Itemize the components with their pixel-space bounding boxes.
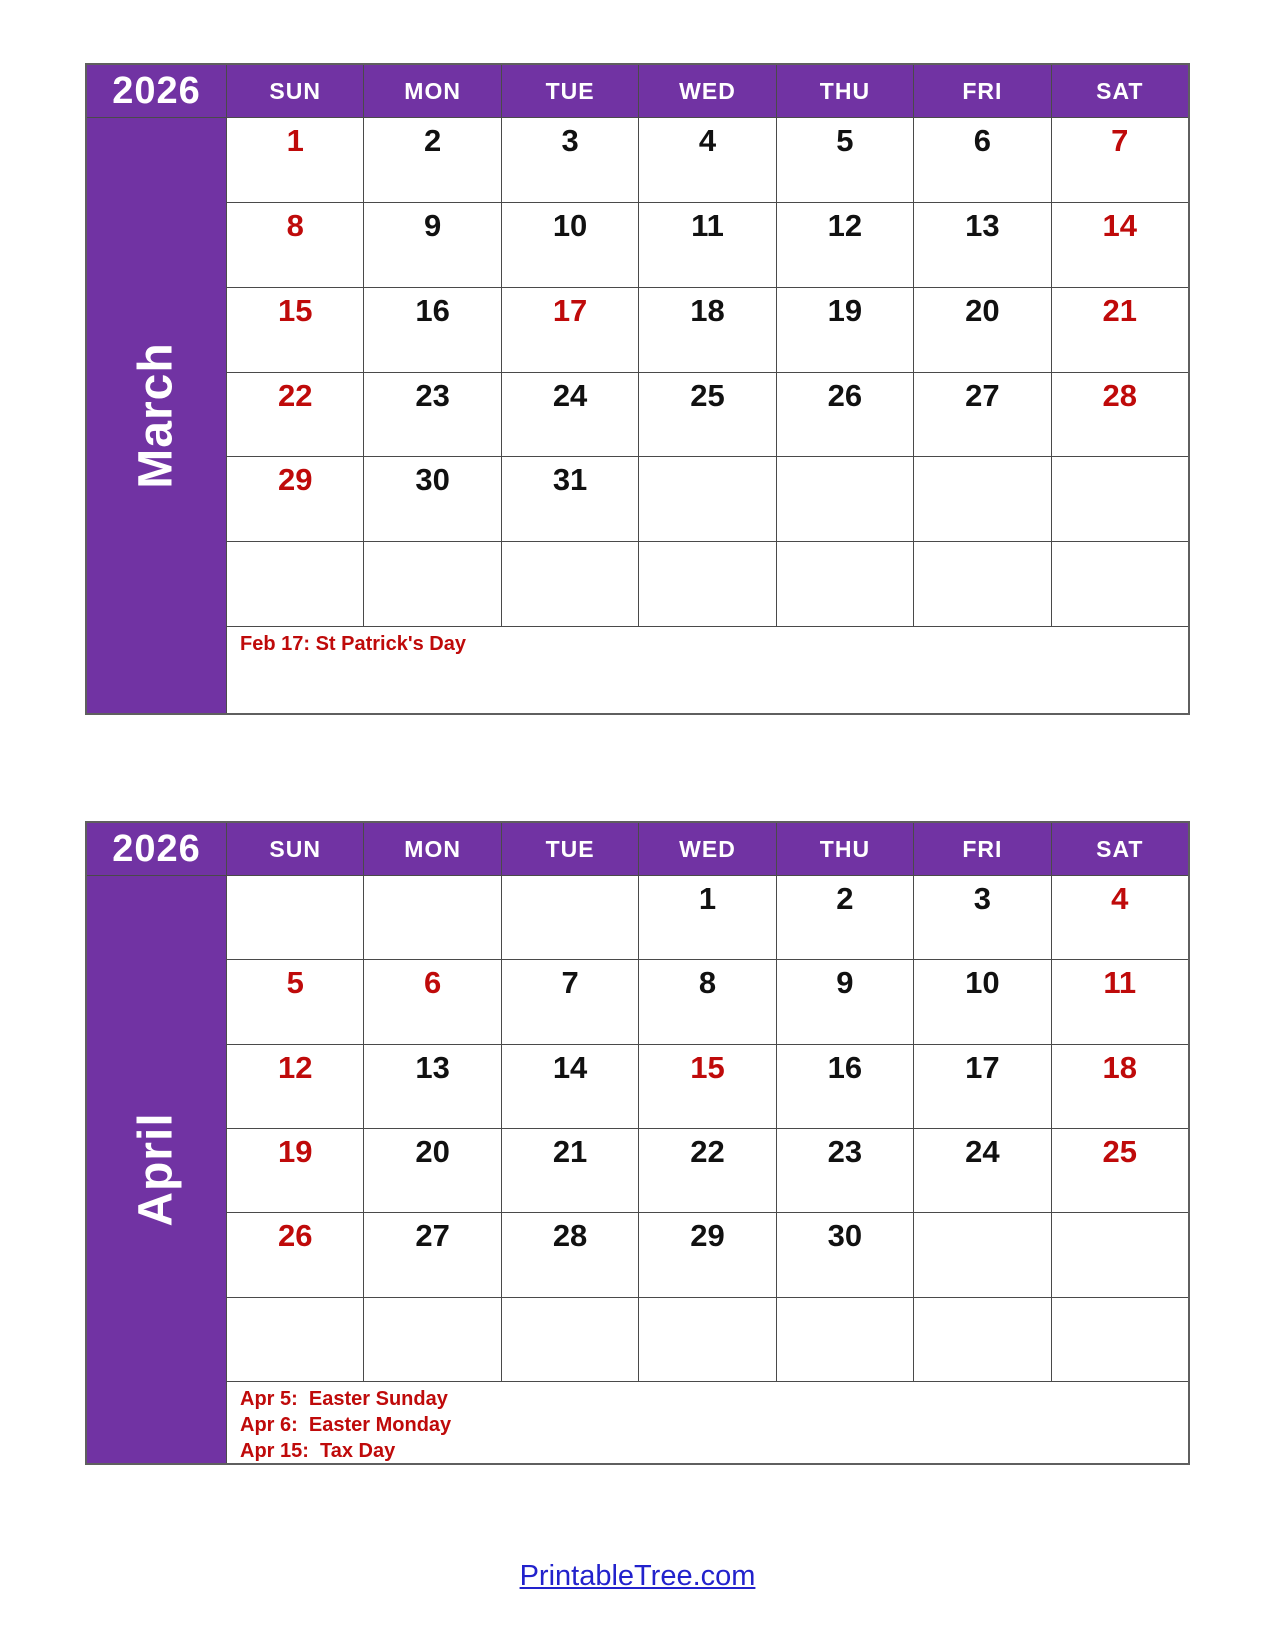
weekday-fri: FRI — [914, 823, 1050, 875]
empty-day-cell — [639, 457, 775, 541]
empty-day-cell — [1052, 1213, 1188, 1296]
day-25: 25 — [1052, 1129, 1188, 1212]
day-8: 8 — [639, 960, 775, 1043]
weekday-tue: TUE — [502, 823, 638, 875]
day-15: 15 — [639, 1045, 775, 1128]
empty-day-cell — [777, 1298, 913, 1381]
day-10: 10 — [914, 960, 1050, 1043]
day-19: 19 — [227, 1129, 363, 1212]
empty-day-cell — [227, 542, 363, 626]
day-1: 1 — [639, 876, 775, 959]
day-16: 16 — [364, 288, 500, 372]
day-2: 2 — [777, 876, 913, 959]
day-12: 12 — [777, 203, 913, 287]
month-label: March — [130, 342, 183, 489]
weekday-sun: SUN — [227, 65, 363, 117]
march-calendar — [85, 63, 1190, 715]
weekday-wed: WED — [639, 823, 775, 875]
empty-day-cell — [777, 457, 913, 541]
empty-day-cell — [227, 876, 363, 959]
day-2: 2 — [364, 118, 500, 202]
weekday-sat: SAT — [1052, 65, 1188, 117]
empty-day-cell — [364, 1298, 500, 1381]
empty-day-cell — [1052, 542, 1188, 626]
day-3: 3 — [502, 118, 638, 202]
weekday-sat: SAT — [1052, 823, 1188, 875]
day-13: 13 — [914, 203, 1050, 287]
day-24: 24 — [502, 373, 638, 457]
holiday-note: Apr 5: Easter Sunday — [240, 1388, 448, 1410]
empty-day-cell — [502, 542, 638, 626]
empty-day-cell — [914, 1298, 1050, 1381]
day-28: 28 — [1052, 373, 1188, 457]
day-30: 30 — [364, 457, 500, 541]
day-7: 7 — [1052, 118, 1188, 202]
day-3: 3 — [914, 876, 1050, 959]
day-23: 23 — [777, 1129, 913, 1212]
day-27: 27 — [914, 373, 1050, 457]
day-21: 21 — [502, 1129, 638, 1212]
printabletree-link[interactable]: PrintableTree.com — [519, 1560, 756, 1592]
empty-day-cell — [227, 1298, 363, 1381]
weekday-tue: TUE — [502, 65, 638, 117]
weekday-thu: THU — [777, 823, 913, 875]
day-26: 26 — [227, 1213, 363, 1296]
day-15: 15 — [227, 288, 363, 372]
empty-day-cell — [639, 542, 775, 626]
day-20: 20 — [914, 288, 1050, 372]
day-27: 27 — [364, 1213, 500, 1296]
empty-day-cell — [914, 542, 1050, 626]
holiday-notes — [227, 627, 1188, 713]
empty-day-cell — [364, 876, 500, 959]
year-label: 2026 — [87, 65, 226, 117]
holiday-note: Apr 6: Easter Monday — [240, 1414, 452, 1436]
day-10: 10 — [502, 203, 638, 287]
day-16: 16 — [777, 1045, 913, 1128]
day-17: 17 — [502, 288, 638, 372]
empty-day-cell — [1052, 457, 1188, 541]
empty-day-cell — [639, 1298, 775, 1381]
day-1: 1 — [227, 118, 363, 202]
day-11: 11 — [1052, 960, 1188, 1043]
month-sidebar — [87, 118, 226, 713]
day-5: 5 — [777, 118, 913, 202]
empty-day-cell — [914, 457, 1050, 541]
weekday-fri: FRI — [914, 65, 1050, 117]
day-31: 31 — [502, 457, 638, 541]
day-9: 9 — [364, 203, 500, 287]
day-14: 14 — [1052, 203, 1188, 287]
weekday-mon: MON — [364, 65, 500, 117]
day-11: 11 — [639, 203, 775, 287]
day-6: 6 — [364, 960, 500, 1043]
day-9: 9 — [777, 960, 913, 1043]
day-19: 19 — [777, 288, 913, 372]
day-22: 22 — [639, 1129, 775, 1212]
year-label: 2026 — [87, 823, 226, 875]
day-24: 24 — [914, 1129, 1050, 1212]
day-7: 7 — [502, 960, 638, 1043]
day-26: 26 — [777, 373, 913, 457]
day-18: 18 — [639, 288, 775, 372]
weekday-thu: THU — [777, 65, 913, 117]
empty-day-cell — [502, 1298, 638, 1381]
day-29: 29 — [639, 1213, 775, 1296]
weekday-mon: MON — [364, 823, 500, 875]
holiday-notes — [227, 1382, 1188, 1463]
day-18: 18 — [1052, 1045, 1188, 1128]
day-21: 21 — [1052, 288, 1188, 372]
empty-day-cell — [777, 542, 913, 626]
holiday-note: Apr 15: Tax Day — [240, 1440, 396, 1462]
day-23: 23 — [364, 373, 500, 457]
day-5: 5 — [227, 960, 363, 1043]
day-20: 20 — [364, 1129, 500, 1212]
day-25: 25 — [639, 373, 775, 457]
month-label: April — [130, 1112, 183, 1227]
day-28: 28 — [502, 1213, 638, 1296]
day-22: 22 — [227, 373, 363, 457]
day-12: 12 — [227, 1045, 363, 1128]
empty-day-cell — [364, 542, 500, 626]
weekday-wed: WED — [639, 65, 775, 117]
day-4: 4 — [639, 118, 775, 202]
empty-day-cell — [502, 876, 638, 959]
day-29: 29 — [227, 457, 363, 541]
day-17: 17 — [914, 1045, 1050, 1128]
day-4: 4 — [1052, 876, 1188, 959]
day-6: 6 — [914, 118, 1050, 202]
day-13: 13 — [364, 1045, 500, 1128]
day-30: 30 — [777, 1213, 913, 1296]
april-calendar — [85, 821, 1190, 1465]
day-8: 8 — [227, 203, 363, 287]
empty-day-cell — [1052, 1298, 1188, 1381]
weekday-sun: SUN — [227, 823, 363, 875]
empty-day-cell — [914, 1213, 1050, 1296]
holiday-note: Feb 17: St Patrick's Day — [240, 633, 466, 655]
month-sidebar — [87, 876, 226, 1463]
day-14: 14 — [502, 1045, 638, 1128]
